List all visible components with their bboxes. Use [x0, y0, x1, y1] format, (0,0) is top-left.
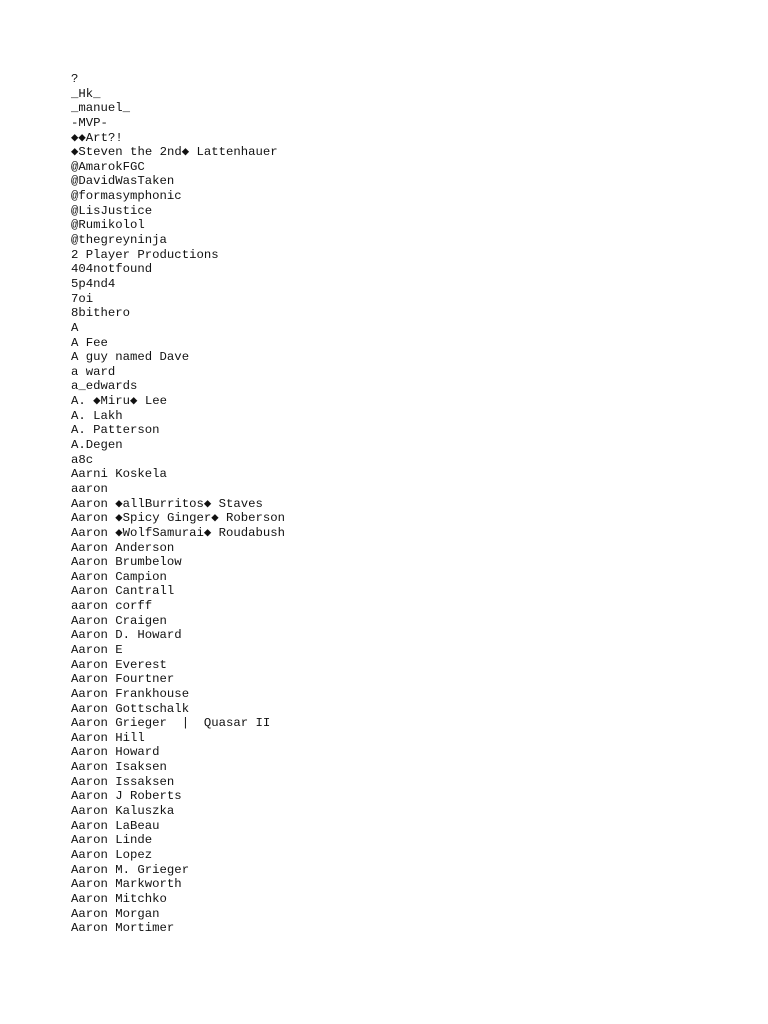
name-line: Aaron ◆WolfSamurai◆ Roudabush	[71, 525, 286, 540]
name-line: ?	[71, 72, 79, 86]
name-line: Aarni Koskela	[71, 467, 167, 482]
name-line: Aaron Everest	[71, 657, 167, 672]
name-line: 8bithero	[71, 306, 131, 321]
name-line: Aaron Frankhouse	[71, 686, 190, 701]
name-line: a ward	[71, 364, 116, 379]
name-line: Aaron Morgan	[71, 906, 160, 921]
name-line: A guy named Dave	[71, 350, 190, 365]
name-line: Aaron ◆Spicy Ginger◆ Roberson	[71, 511, 286, 526]
name-line: Aaron Grieger | Quasar II	[71, 716, 271, 731]
name-line: Aaron Brumbelow	[71, 555, 182, 570]
name-line: 404notfound	[71, 262, 153, 277]
name-list	[71, 72, 751, 936]
name-line: Aaron M. Grieger	[71, 862, 190, 877]
name-line: Aaron Mitchko	[71, 891, 167, 906]
name-line: 7oi	[71, 291, 94, 306]
name-line: ◆◆Art?!	[71, 130, 123, 145]
name-line: 5p4nd4	[71, 276, 116, 291]
name-line: 2 Player Productions	[71, 247, 219, 262]
name-line: a8c	[71, 452, 94, 467]
name-line: A.Degen	[71, 438, 123, 453]
name-line: Aaron Kaluszka	[71, 804, 175, 819]
name-line: Aaron Howard	[71, 745, 160, 760]
name-line: Aaron J Roberts	[71, 789, 182, 804]
name-line: @LisJustice	[71, 203, 153, 218]
name-line: Aaron Issaksen	[71, 774, 175, 789]
name-line: Aaron Lopez	[71, 847, 153, 862]
name-line: Aaron E	[71, 642, 123, 657]
name-line: aaron corff	[71, 599, 153, 614]
name-line: A. Patterson	[71, 423, 160, 438]
name-line: Aaron Hill	[71, 730, 145, 745]
name-line: Aaron Craigen	[71, 613, 167, 628]
name-line: Aaron Markworth	[71, 877, 182, 892]
name-line: Aaron Linde	[71, 833, 153, 848]
name-line: Aaron Fourtner	[71, 672, 175, 687]
name-line: @Rumikolol	[71, 218, 145, 233]
name-line: a_edwards	[71, 379, 138, 394]
name-line: @AmarokFGC	[71, 159, 145, 174]
name-line: A. Lakh	[71, 408, 123, 423]
name-line: Aaron Cantrall	[71, 584, 175, 599]
name-line: Aaron Mortimer	[71, 921, 175, 936]
name-line: _manuel_	[71, 101, 131, 116]
name-line: @DavidWasTaken	[71, 174, 175, 189]
name-line: A Fee	[71, 335, 108, 350]
name-line: Aaron Anderson	[71, 540, 175, 555]
name-line: A	[71, 320, 79, 335]
name-line: ◆Steven the 2nd◆ Lattenhauer	[71, 145, 278, 160]
name-line: Aaron Campion	[71, 569, 167, 584]
name-line: Aaron D. Howard	[71, 628, 182, 643]
name-line: Aaron Isaksen	[71, 760, 167, 775]
name-line: A. ◆Miru◆ Lee	[71, 394, 167, 409]
name-line: Aaron ◆allBurritos◆ Staves	[71, 496, 263, 511]
name-line: _Hk_	[71, 86, 101, 101]
name-line: Aaron LaBeau	[71, 818, 160, 833]
name-line: @thegreyninja	[71, 233, 167, 248]
name-line: aaron	[71, 481, 108, 496]
name-line: -MVP-	[71, 115, 108, 130]
name-line: Aaron Gottschalk	[71, 701, 190, 716]
name-line: @formasymphonic	[71, 189, 182, 204]
